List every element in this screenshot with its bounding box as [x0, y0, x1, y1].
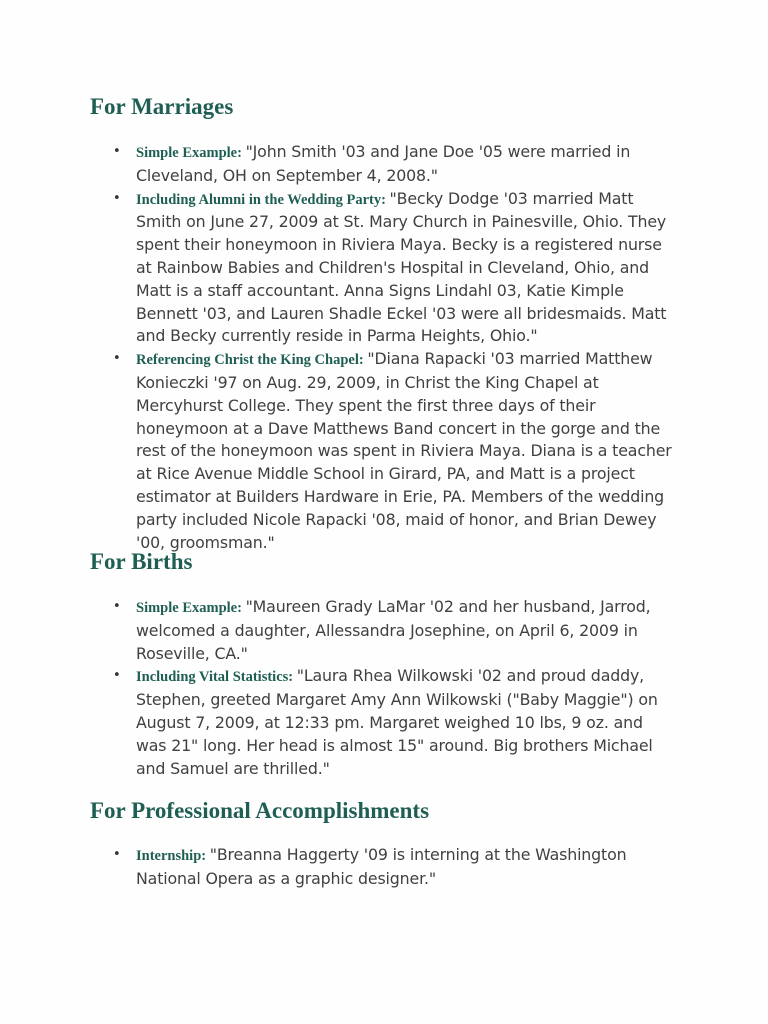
entry-label: Including Alumni in the Wedding Party: [136, 191, 390, 208]
bullet-icon: • [113, 144, 121, 159]
entry-text: "Maureen Grady LaMar '02 and her husband, Jarrod, welcomed a daughter, Allessandra Josephine, on April 6, 2009 in Roseville, CA." [136, 597, 651, 663]
entry-label: Referencing Christ the King Chapel: [136, 352, 368, 369]
bullet-icon: • [113, 599, 121, 614]
entry-text: "Diana Rapacki '03 married Matthew Konieczki '97 on Aug. 29, 2009, in Christ the King Chapel at Mercyhurst College. They spent the first three days of their honeymoon at a Dave Matthews Band concert in the gorge and the rest of the honeymoon was spent in Riviera Maya. Diana is a teacher at Rice Avenue Middle School in Girard, PA, and Matt is a project estimator at Builders Hardware in Erie, PA. Members of the wedding party included Nicole Rapacki '08, maid of honor, and Brian Dewey '00, groomsman." [136, 349, 672, 552]
bullet-icon: • [113, 847, 121, 862]
professional-list [0, 844, 676, 891]
section-heading-marriages: For Marriages [90, 94, 234, 119]
list-item [0, 348, 676, 554]
list-item [0, 141, 676, 188]
section-heading-professional: For Professional Accomplishments [90, 798, 430, 823]
bullet-icon: • [113, 190, 121, 206]
entry-text: "Breanna Haggerty '09 is interning at the Washington National Opera as a graphic designer." [136, 845, 627, 888]
entry-text: "Becky Dodge '03 married Matt Smith on June 27, 2009 at St. Mary Church in Painesville, Ohio. They spent their honeymoon in Riviera Maya. Becky is a registered nurse at Rainbow Babies and Children's Hospital in Cleveland, Ohio, and Matt is a staff accountant. Anna Signs Lindahl 03, Katie Kimple Bennett '03, and Lauren Shadle Eckel '03 were all bridesmaids. Matt and Becky currently reside in Parma Heights, Ohio." [136, 188, 667, 346]
entry-label: Internship: [136, 848, 210, 864]
births-list [0, 596, 676, 780]
marriages-list [0, 141, 676, 554]
list-item [0, 665, 676, 780]
bullet-icon: • [113, 668, 121, 684]
entry-text: "John Smith '03 and Jane Doe '05 were married in Cleveland, OH on September 4, 2008." [136, 142, 631, 185]
entry-label: Simple Example: [136, 600, 246, 616]
list-item [0, 188, 676, 349]
list-item [0, 844, 676, 891]
entry-label: Including Vital Statistics: [136, 669, 297, 686]
entry-label: Simple Example: [136, 145, 246, 161]
entry-text: "Laura Rhea Wilkowski '02 and proud daddy, Stephen, greeted Margaret Amy Ann Wilkowski ("Baby Maggie") on August 7, 2009, at 12:33 pm. Margaret weighed 10 lbs, 9 oz. and was 21" long. Her head is almost 15" around. Big brothers Michael and Samuel are thrilled." [136, 666, 658, 778]
section-heading-births: For Births [90, 549, 193, 574]
list-item [0, 596, 676, 665]
bullet-icon: • [113, 351, 121, 367]
